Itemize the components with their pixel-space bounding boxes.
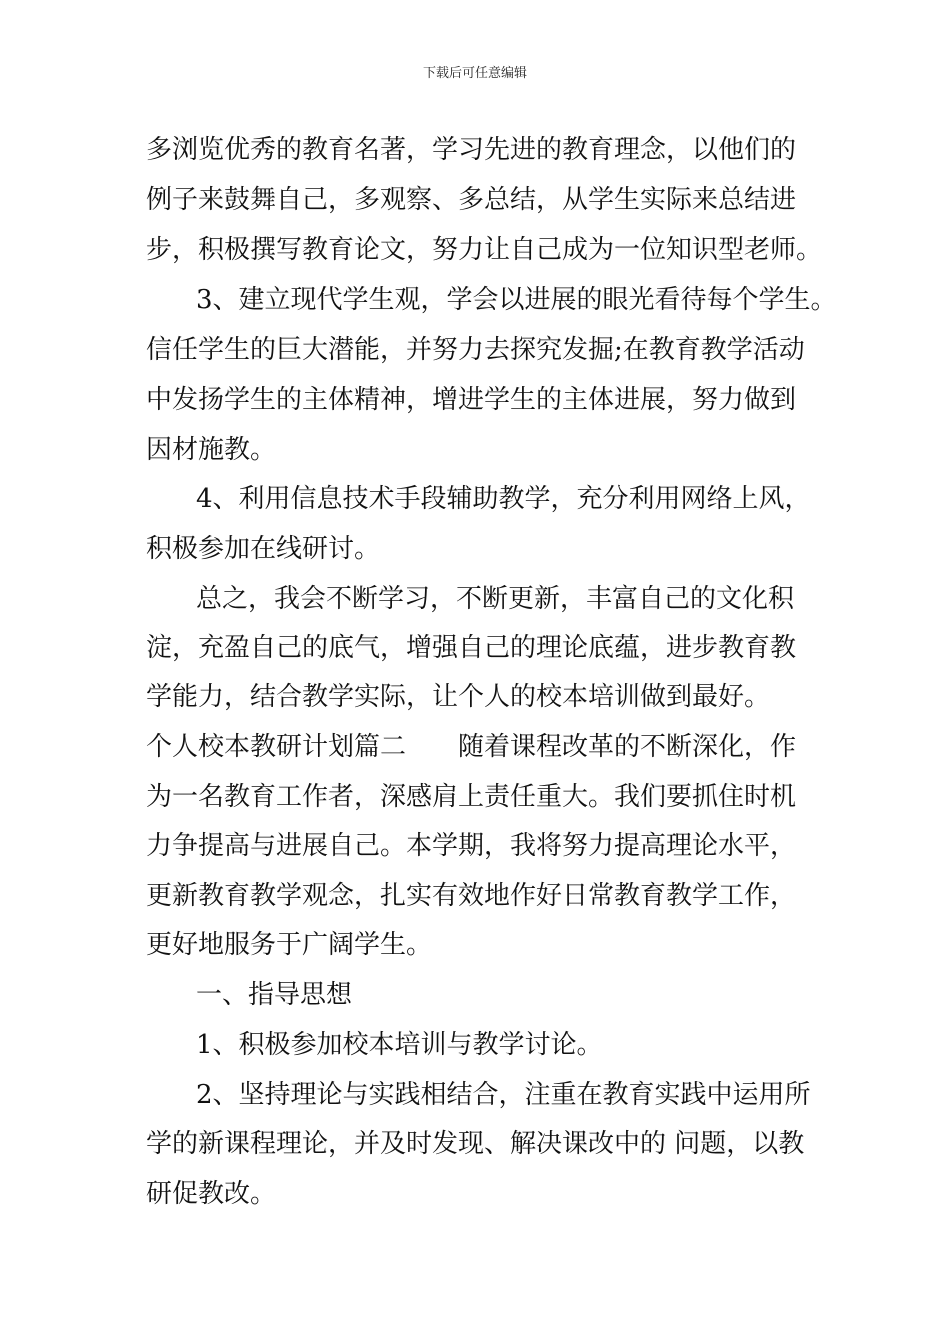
- body-line: 1、积极参加校本培训与教学讨论。: [196, 1030, 603, 1060]
- body-line: 学的新课程理论，并及时发现、解决课改中的 问题，以教: [146, 1129, 805, 1159]
- body-line: 2、坚持理论与实践相结合，注重在教育实践中运用所: [196, 1080, 811, 1110]
- body-line: 步，积极撰写教育论文，努力让自己成为一位知识型老师。: [146, 235, 823, 265]
- body-line: 更好地服务于广阔学生。: [146, 930, 433, 960]
- body-line: 因材施教。: [146, 435, 277, 465]
- body-line: 研促教改。: [146, 1179, 277, 1209]
- section-heading: 一、指导思想: [196, 980, 353, 1010]
- page-header: 下载后可任意编辑: [422, 66, 527, 81]
- body-line: 个人校本教研计划篇二 随着课程改革的不断深化，作: [146, 732, 797, 762]
- body-line: 更新教育教学观念，扎实有效地作好日常教育教学工作，: [146, 881, 797, 911]
- body-line: 淀，充盈自己的底气，增强自己的理论底蕴，进步教育教: [146, 633, 797, 663]
- body-line: 3、建立现代学生观，学会以进展的眼光看待每个学生。: [196, 285, 837, 315]
- body-line: 中发扬学生的主体精神，增进学生的主体进展，努力做到: [146, 385, 797, 415]
- body-line: 力争提高与进展自己。本学期，我将努力提高理论水平，: [146, 831, 797, 861]
- body-line: 积极参加在线研讨。: [146, 534, 381, 564]
- body-line: 信任学生的巨大潜能，并努力去探究发掘;在教育教学活动: [146, 335, 805, 365]
- body-line: 学能力，结合教学实际，让个人的校本培训做到最好。: [146, 682, 771, 712]
- body-line: 为一名教育工作者，深感肩上责任重大。我们要抓住时机: [146, 782, 797, 812]
- body-line: 4、利用信息技术手段辅助教学，充分利用网络上风，: [196, 484, 811, 514]
- body-line: 多浏览优秀的教育名著，学习先进的教育理念，以他们的: [146, 135, 797, 165]
- body-line: 总之，我会不断学习，不断更新，丰富自己的文化积: [196, 584, 795, 614]
- body-line: 例子来鼓舞自己，多观察、多总结，从学生实际来总结进: [146, 185, 797, 215]
